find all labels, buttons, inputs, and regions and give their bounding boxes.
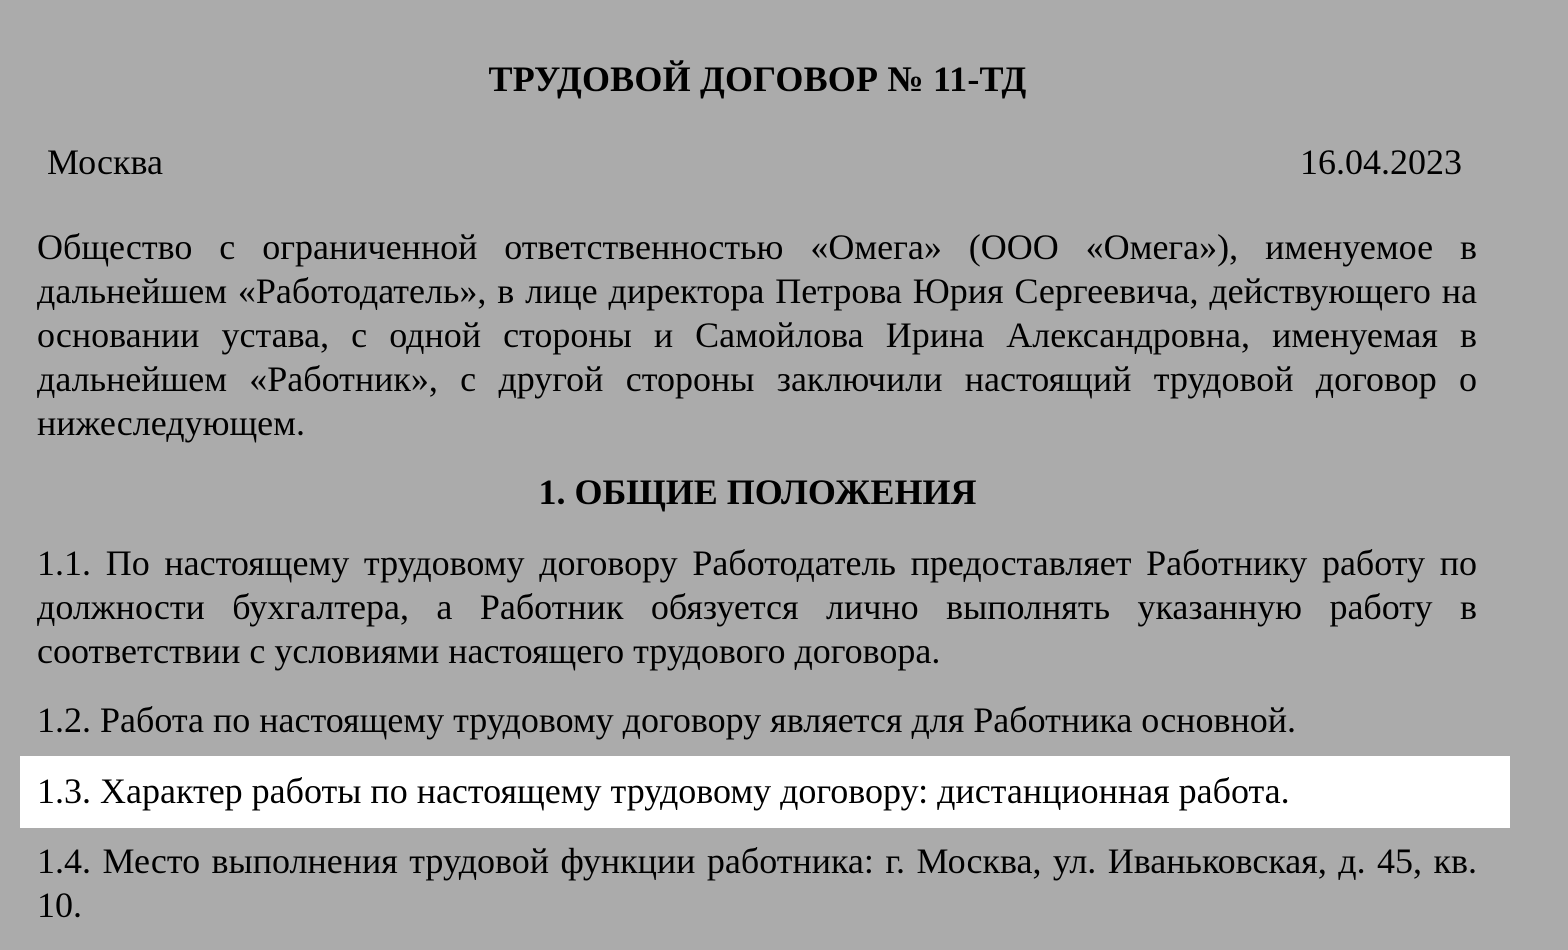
clause-1-2: 1.2. Работа по настоящему трудовому договору является для Работника основной. xyxy=(37,700,1296,740)
clause-1-3-highlighted: 1.3. Характер работы по настоящему трудовому договору: дистанционная работа. xyxy=(37,771,1290,811)
contract-date: 16.04.2023 xyxy=(1300,142,1462,182)
clause-1-4: 1.4. Место выполнения трудовой функции работника: г. Москва, ул. Иваньковская, д. 45, кв. 10. xyxy=(37,841,1477,925)
contract-title: ТРУДОВОЙ ДОГОВОР № 11-ТД xyxy=(488,59,1027,99)
section-title-general: 1. ОБЩИЕ ПОЛОЖЕНИЯ xyxy=(538,472,977,512)
clause-1-1: 1.1. По настоящему трудовому договору Работодатель предоставляет Работнику работу по должности бухгалтера, а Работник обязуется лично выполнять указанную работу в соответствии с условиями настоящего трудового договора. xyxy=(37,543,1477,671)
intro-paragraph: Общество с ограниченной ответственностью «Омега» (ООО «Омега»), именуемое в дальнейшем «Работодатель», в лице директора Петрова Юрия Сергеевича, действующего на основании устава, с одной стороны и Самойлова Ирина Александровна, именуемая в дальнейшем «Работник», с другой стороны заключили настоящий трудовой договор о нижеследующем. xyxy=(37,227,1477,443)
contract-city: Москва xyxy=(47,142,163,182)
